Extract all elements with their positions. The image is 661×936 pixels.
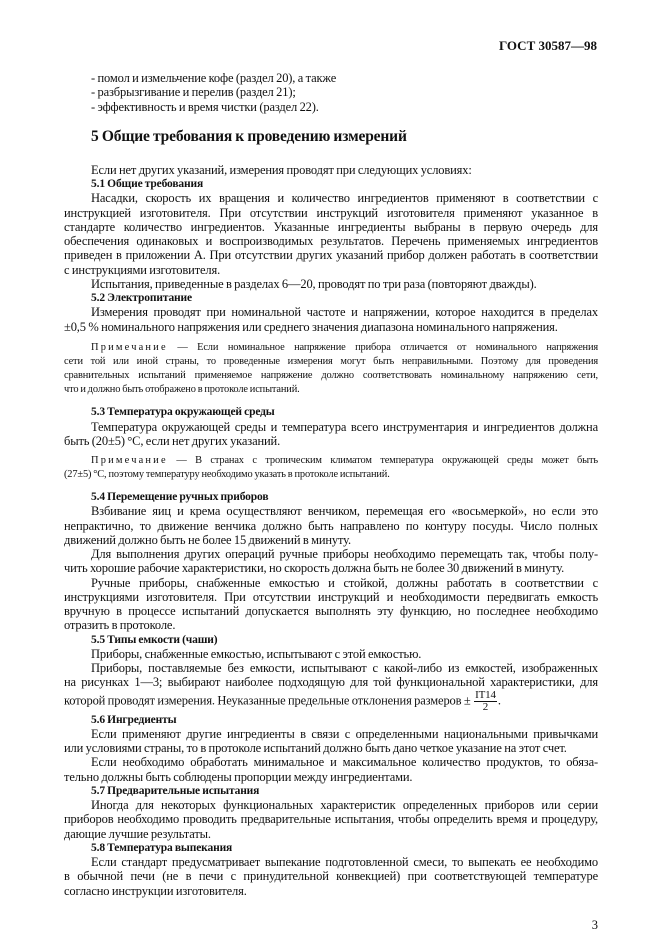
- note-label: Примечание: [91, 342, 168, 354]
- line-end: .: [497, 692, 501, 707]
- text-line: Если нет других указаний, измерения проводят при следующих условиях:: [91, 162, 472, 177]
- page-number: 3: [591, 917, 598, 932]
- text-line: тельно должны быть соблюдены пропорции между ингредиентами.: [64, 769, 413, 784]
- subsection-heading: [64, 291, 598, 305]
- note: [64, 454, 598, 482]
- text-line: Испытания, приведенные в разделах 6—20, проводят по три раза (повторяют дважды).: [91, 276, 537, 291]
- text-line: [64, 341, 598, 355]
- text-line: приведен в приложении А. При отсутствии других указаний прибор должен работать в соответствии: [64, 248, 598, 263]
- line-text: которой проводят измерения. Неуказанные предельные отклонения размеров ±: [64, 692, 471, 707]
- text-line: сети той или иной страны, то проведенные измерения могут быть неправильными. Поэтому для проведения: [64, 356, 598, 368]
- text-line: 5.4 Перемещение ручных приборов: [91, 491, 269, 503]
- text-line: Если необходимо обработать минимальное и максимальное количество продуктов, то обяза-: [91, 755, 598, 770]
- paragraph: [64, 661, 598, 713]
- text-line: 5.6 Ингредиенты: [91, 713, 177, 726]
- paragraph: [64, 420, 598, 449]
- note-text: — В странах с тропическим климатом температура окружающей среды может быть: [176, 455, 598, 466]
- text-line: дающие лучшие результаты.: [64, 826, 211, 841]
- subsection-heading: [64, 405, 598, 419]
- text-line: быть (20±5) °С, если нет других указаний.: [64, 433, 281, 448]
- text-line: отразить в протоколе.: [64, 618, 176, 633]
- text-line: Приборы, снабженные емкостью, испытывают с этой емкостью.: [91, 646, 422, 661]
- document-body: [64, 0, 598, 898]
- text-line: инструкцией изготовителя. При отсутствии инструкций изготовителя применяют указанное в: [64, 205, 598, 220]
- paragraph: [64, 755, 598, 784]
- text-line: Ручные приборы, снабженные емкостью и стойкой, должны работать в соответствии с: [91, 575, 598, 590]
- text-line: Если стандарт предусматривает выпекание подготовленной смеси, то выпекать ее необходимо: [91, 855, 598, 869]
- text-line: Температура окружающей среды и температура всего инструментария и ингредиентов должна: [91, 419, 598, 434]
- text-line: Приборы, поставляемые без емкости, испытывают с какой-либо из емкостей, изображенных: [91, 661, 598, 675]
- text-line: 5.7 Предварительные испытания: [91, 784, 260, 797]
- text-line: непрактично, то движение венчика должно быть направлено по контуру посуды. Число полных: [64, 518, 598, 533]
- text-line: Измерения проводят при номинальной частоте и напряжении, которое находится в пределах: [91, 305, 598, 320]
- text-line: (27±5) °С, поэтому температуру необходимо указать в протоколе испытаний.: [64, 469, 390, 480]
- list-item: - эффективность и время чистки (раздел 22).: [91, 99, 319, 114]
- text-line: или условиями страны, то в протоколе испытаний должно быть дано четкое указание на этот счет.: [64, 741, 567, 755]
- note-text: — Если номинальное напряжение прибора отличается от номинального напряжения: [177, 342, 598, 354]
- text-line: 5.1 Общие требования: [91, 178, 204, 190]
- paragraph: [64, 727, 598, 756]
- paragraph: [64, 547, 598, 576]
- subsection-heading: [64, 841, 598, 855]
- subsection-heading: [64, 784, 598, 798]
- subsection-heading: [64, 633, 598, 647]
- fraction-denominator: 2: [482, 700, 489, 713]
- text-line: на рисунках 1—3; выбирают наиболее подходящую для той функциональной характеристики, для: [64, 675, 598, 690]
- subsection-heading: [64, 177, 598, 191]
- text-line: [64, 690, 598, 713]
- paragraph: [64, 163, 598, 177]
- paragraph: [64, 191, 598, 277]
- paragraph: [64, 855, 598, 898]
- text-line: Для выполнения других операций ручные приборы необходимо перемещать так, чтобы полу-: [91, 547, 598, 561]
- text-line: Насадки, скорость их вращения и количество ингредиентов применяют в соответствии с: [91, 191, 598, 206]
- paragraph: [64, 305, 598, 334]
- text-line: с инструкциями изготовителя.: [64, 262, 221, 277]
- paragraph: [64, 576, 598, 633]
- text-line: стандарте количество ингредиентов. Указанные ингредиенты выбраны в первую очередь для: [64, 219, 598, 234]
- text-line: движений должно быть не более 15 движений в минуту.: [64, 532, 351, 547]
- text-line: приборов необходимо проводить предварительные испытания, чтобы определить время и процедуру,: [64, 812, 598, 827]
- text-line: в обычной печи (не в печи с принудительной конвекцией) при соответствующей температуре: [64, 869, 598, 884]
- list-item: - разбрызгивание и перелив (раздел 21);: [91, 85, 296, 100]
- text-line: Иногда для некоторых функциональных характеристик определенных приборов или серии: [91, 798, 598, 812]
- text-line: 5.3 Температура окружающей среды: [91, 406, 275, 419]
- paragraph: [64, 277, 598, 291]
- note-label: Примечание: [91, 455, 168, 466]
- bullet-list: [64, 71, 598, 114]
- text-line: чить хорошие рабочие характеристики, но скорость должна быть не более 30 движений в минуту.: [64, 561, 565, 576]
- document-header: ГОСТ 30587—98: [498, 38, 597, 53]
- paragraph: [64, 798, 598, 841]
- text-line: сравнительных испытаний применяемое напряжение должно соответствовать номинальному напряжению сети,: [64, 370, 598, 382]
- text-line: [64, 454, 598, 468]
- text-line: Если применяют другие ингредиенты в связи с определенными национальными привычками: [91, 726, 598, 741]
- list-item: - помол и измельчение кофе (раздел 20), а также: [91, 71, 337, 85]
- paragraph: [64, 647, 598, 661]
- text-line: 5.2 Электропитание: [91, 292, 192, 304]
- text-line: 5.8 Температура выпекания: [91, 841, 233, 854]
- text-line: ±0,5 % номинального напряжения или среднего значения диапазона номинального напряжения.: [64, 319, 558, 334]
- fraction-numerator: IT14: [475, 688, 496, 701]
- paragraph: [64, 504, 598, 547]
- text-line: вручную в процессе испытаний допускается выполнять эту функцию, но последнее необходимо: [64, 604, 598, 618]
- subsection-heading: [64, 713, 598, 727]
- text-line: инструкциями изготовителя. При отсутствии инструкций и необходимости передвигать емкость: [64, 589, 598, 604]
- subsection-heading: [64, 490, 598, 504]
- note: [64, 341, 598, 397]
- text-line: что и должно быть отображено в протоколе испытаний.: [64, 384, 300, 396]
- tolerance-fraction: [474, 690, 497, 713]
- text-line: 5.5 Типы емкости (чаши): [91, 633, 218, 646]
- section-heading: 5 Общие требования к проведению измерений: [91, 127, 407, 145]
- text-line: Взбивание яиц и крема осуществляют венчиком, перемещая его «восьмеркой», но если это: [91, 504, 598, 519]
- text-line: обеспечения одинаковых и воспроизводимых результатов. Перечень применяемых ингредиентов: [64, 234, 598, 248]
- text-line: согласно инструкции изготовителя.: [64, 883, 247, 898]
